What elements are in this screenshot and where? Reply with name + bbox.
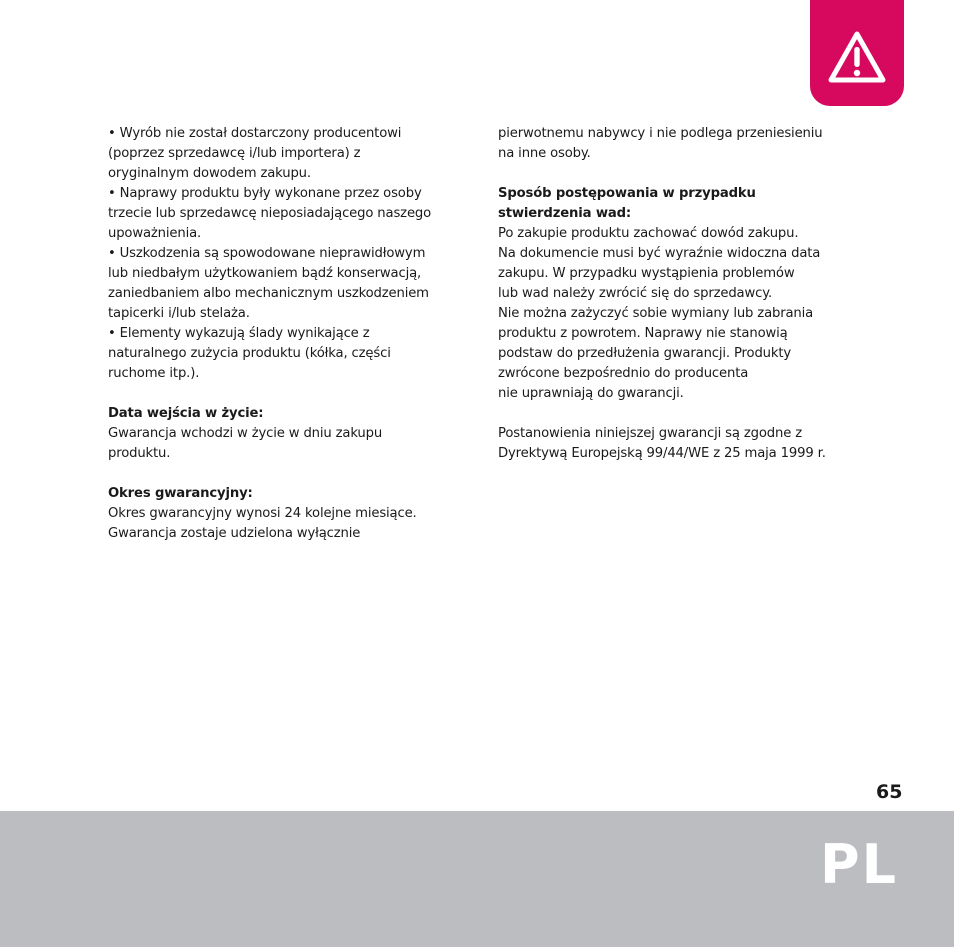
defects-procedure-line: Nie można zażyczyć sobie wymiany lub zabrania xyxy=(498,306,814,321)
right-text-column xyxy=(498,124,870,464)
entry-into-force-heading: Data wejścia w życie: xyxy=(108,406,264,421)
defects-procedure-line: zakupu. W przypadku wystąpienia problemów xyxy=(498,266,795,281)
exclusion-line: naturalnego zużycia produktu (kółka, części xyxy=(108,346,391,361)
continuation-line: pierwotnemu nabywcy i nie podlega przeniesieniu xyxy=(498,126,823,141)
exclusion-line: (poprzez sprzedawcę i/lub importera) z xyxy=(108,146,361,161)
exclusion-line: • Uszkodzenia są spowodowane nieprawidłowym xyxy=(108,246,426,261)
exclusion-line: oryginalnym dowodem zakupu. xyxy=(108,166,311,181)
page-number: 65 xyxy=(876,781,903,803)
warranty-period-line: Okres gwarancyjny wynosi 24 kolejne miesiące. xyxy=(108,506,417,521)
defects-procedure-line: Po zakupie produktu zachować dowód zakupu. xyxy=(498,226,799,241)
defects-procedure-heading: Sposób postępowania w przypadku xyxy=(498,186,756,201)
exclusion-line: ruchome itp.). xyxy=(108,366,200,381)
directive-line: Postanowienia niniejszej gwarancji są zgodne z xyxy=(498,426,802,441)
exclusion-line: lub niedbałym użytkowaniem bądź konserwacją, xyxy=(108,266,422,281)
defects-procedure-line: Na dokumencie musi być wyraźnie widoczna data xyxy=(498,246,821,261)
footer-band xyxy=(0,811,954,947)
defects-procedure-line: nie uprawniają do gwarancji. xyxy=(498,386,684,401)
directive-line: Dyrektywą Europejską 99/44/WE z 25 maja 1999 r. xyxy=(498,446,826,461)
exclusion-line: upoważnienia. xyxy=(108,226,202,241)
defects-procedure-line: lub wad należy zwrócić się do sprzedawcy. xyxy=(498,286,773,301)
exclusion-line: • Naprawy produktu były wykonane przez osoby xyxy=(108,186,422,201)
continuation-line: na inne osoby. xyxy=(498,146,591,161)
exclusion-line: tapicerki i/lub stelaża. xyxy=(108,306,250,321)
paragraph-gap xyxy=(498,404,870,424)
exclusion-line: zaniedbaniem albo mechanicznym uszkodzeniem xyxy=(108,286,429,301)
exclusion-line: • Wyrób nie został dostarczony producentowi xyxy=(108,126,402,141)
defects-procedure-heading: stwierdzenia wad: xyxy=(498,206,632,221)
language-code: PL xyxy=(820,833,898,896)
left-text-column xyxy=(108,124,468,544)
defects-procedure-line: podstaw do przedłużenia gwarancji. Produkty xyxy=(498,346,792,361)
paragraph-gap xyxy=(108,384,468,404)
warranty-period-heading: Okres gwarancyjny: xyxy=(108,486,253,501)
exclusion-line: • Elementy wykazują ślady wynikające z xyxy=(108,326,370,341)
paragraph-gap xyxy=(498,164,870,184)
warranty-period-line: Gwarancja zostaje udzielona wyłącznie xyxy=(108,526,361,541)
defects-procedure-line: produktu z powrotem. Naprawy nie stanowią xyxy=(498,326,788,341)
exclusion-line: trzecie lub sprzedawcę nieposiadającego naszego xyxy=(108,206,432,221)
warning-triangle-icon xyxy=(827,30,887,84)
warning-tab xyxy=(810,0,904,106)
entry-into-force-line: Gwarancja wchodzi w życie w dniu zakupu xyxy=(108,426,383,441)
defects-procedure-line: zwrócone bezpośrednio do producenta xyxy=(498,366,749,381)
entry-into-force-line: produktu. xyxy=(108,446,171,461)
paragraph-gap xyxy=(108,464,468,484)
